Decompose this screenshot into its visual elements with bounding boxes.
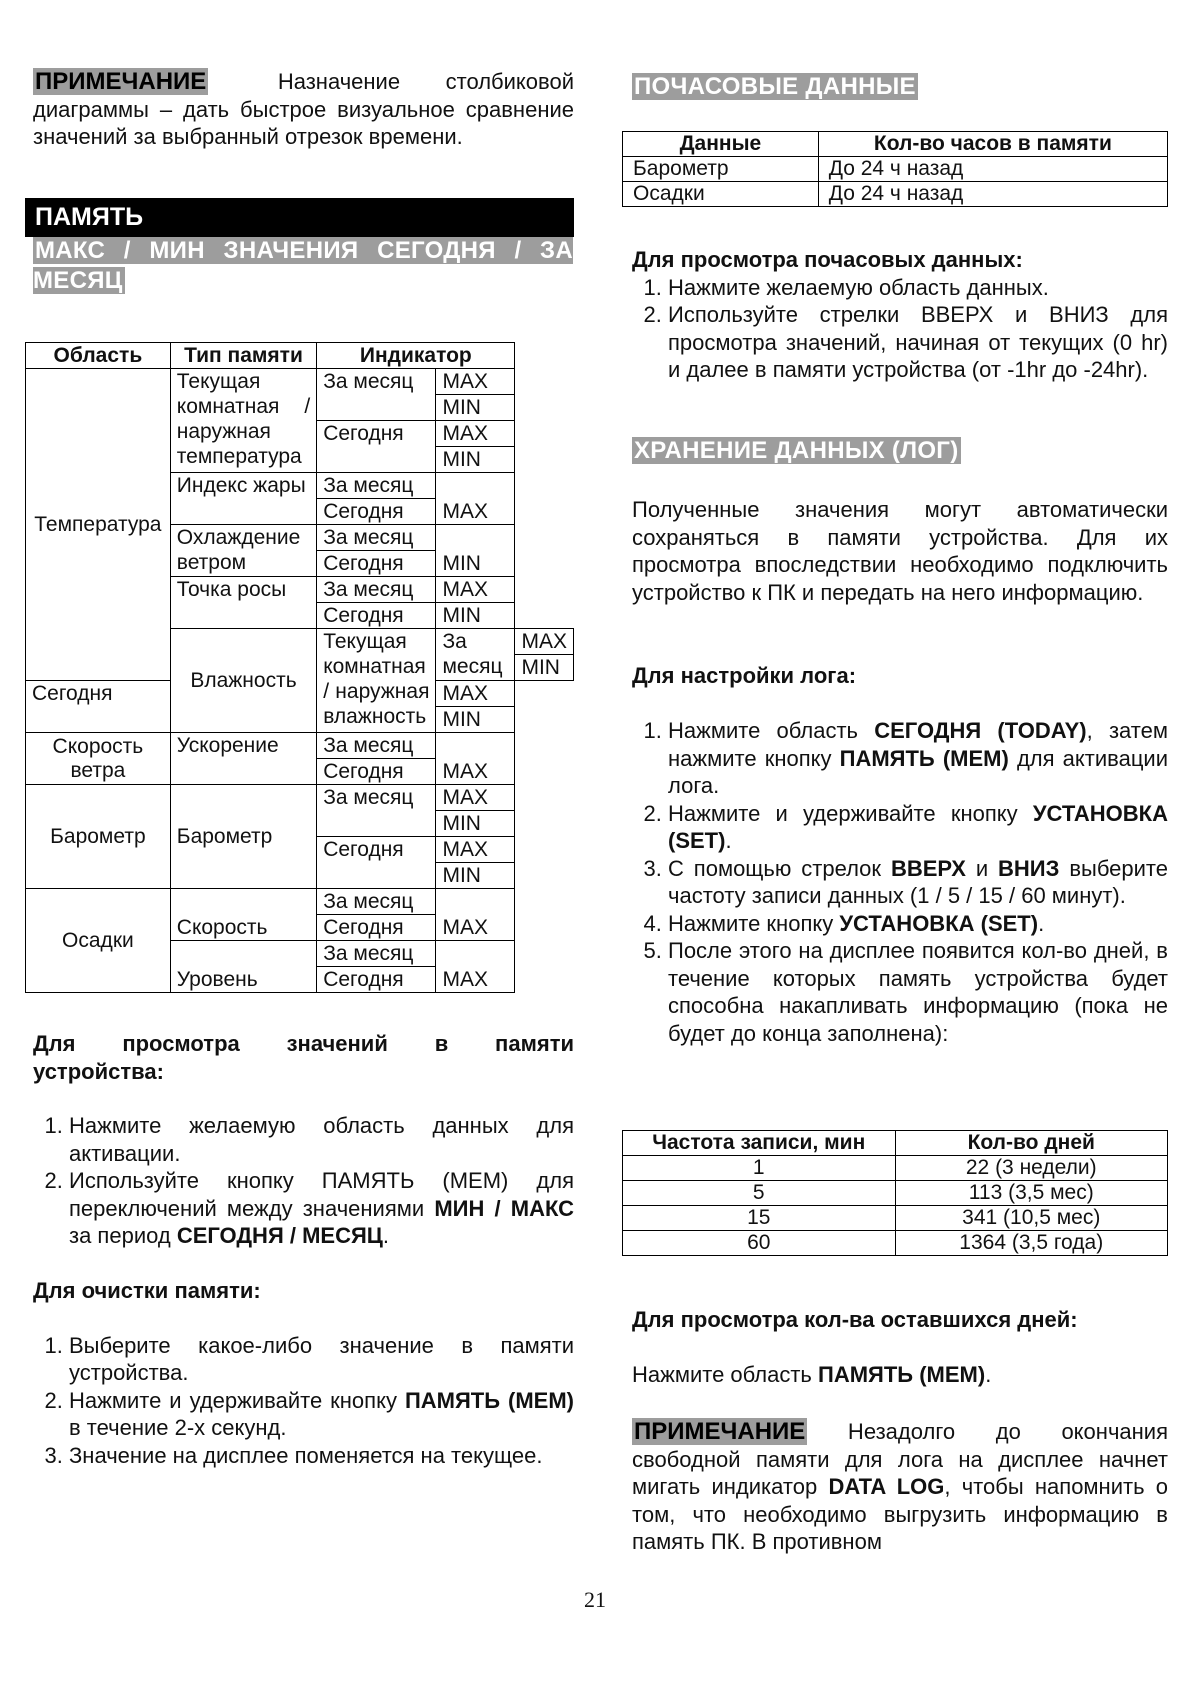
indicator-max: MAX — [436, 889, 515, 941]
indicator-month: За месяц — [317, 525, 436, 551]
indicator-today: Сегодня — [317, 967, 436, 993]
area-humidity: Влажность — [170, 629, 316, 733]
list-item: 1. Нажмите область СЕГОДНЯ (TODAY), затем нажмите кнопку ПАМЯТЬ (MEM) для активации лога. — [668, 717, 1168, 800]
indicator-min: MIN — [436, 525, 515, 577]
indicator-month: За месяц — [317, 473, 436, 499]
minmax-subtitle: МАКС / МИН ЗНАЧЕНИЯ СЕГОДНЯ / ЗА МЕСЯЦ — [33, 237, 573, 294]
view-memory-block — [33, 1030, 574, 1250]
indicator-today: Сегодня — [317, 603, 436, 629]
note2-paragraph: ПРИМЕЧАНИЕ Незадолго до окончания свободной памяти для лога на дисплее начнет мигать индикатор DATA LOG, чтобы напомнить о том, что необходимо выгрузить информацию в память ПК. В противном — [632, 1418, 1169, 1554]
table-row: 15 341 (10,5 мес) — [623, 1206, 1168, 1231]
indicator-min: MIN — [436, 811, 515, 837]
log-steps — [632, 717, 1168, 1047]
indicator-max: MAX — [436, 941, 515, 993]
indicator-max: MAX — [436, 421, 515, 447]
indicator-today: Сегодня — [317, 759, 436, 785]
log-heading: Для настройки лога: — [632, 663, 857, 688]
indicator-max: MAX — [436, 733, 515, 785]
page-number: 21 — [584, 1587, 606, 1612]
table-header: Данные — [623, 132, 819, 157]
indicator-min: MIN — [436, 707, 515, 733]
indicator-month: За месяц — [436, 629, 515, 681]
indicator-max: MAX — [436, 577, 515, 603]
area-rain: Осадки — [26, 889, 171, 993]
note-paragraph — [33, 68, 574, 151]
type-current-temp: Текущая комнатная / наружная температура — [170, 369, 316, 473]
note-label: ПРИМЕЧАНИЕ — [35, 68, 207, 95]
table-row: 1 22 (3 недели) — [623, 1156, 1168, 1181]
indicator-month: За месяц — [317, 889, 436, 915]
indicator-today: Сегодня — [317, 499, 436, 525]
clear-memory-steps — [33, 1332, 574, 1470]
table-header: Кол-во часов в памяти — [818, 132, 1167, 157]
hourly-title: ПОЧАСОВЫЕ ДАННЫЕ — [634, 73, 916, 100]
clear-memory-block — [33, 1277, 574, 1469]
type-rain-rate: Скорость — [170, 889, 316, 941]
list-item: 3. Значение на дисплее поменяется на текущее. — [69, 1442, 574, 1470]
indicator-max: MAX — [436, 681, 515, 707]
table-row: 5 113 (3,5 мес) — [623, 1181, 1168, 1206]
type-gust: Ускорение — [170, 733, 316, 785]
list-item: 2. Используйте кнопку ПАМЯТЬ (MEM) для переключений между значениями МИН / МАКС за период СЕГОДНЯ / МЕСЯЦ. — [69, 1167, 574, 1250]
indicator-today: Сегодня — [26, 681, 171, 733]
table-header: Область — [26, 343, 171, 369]
hourly-heading: Для просмотра почасовых данных: — [632, 247, 1023, 272]
indicator-today: Сегодня — [317, 837, 436, 889]
type-dew-point: Точка росы — [170, 577, 316, 629]
list-item: 5. После этого на дисплее появится кол-во дней, в течение которых память устройства будет способна накапливать информацию (пока не будет до конца заполнена): — [668, 937, 1168, 1047]
indicator-today: Сегодня — [317, 915, 436, 941]
remaining-days-text: Нажмите область ПАМЯТЬ (MEM). — [632, 1362, 992, 1387]
indicator-min: MIN — [436, 863, 515, 889]
clear-memory-heading: Для очистки памяти: — [33, 1278, 261, 1303]
area-wind-speed: Скорость ветра — [26, 733, 171, 785]
list-item: 3. С помощью стрелок ВВЕРХ и ВНИЗ выберите частоту записи данных (1 / 5 / 15 / 60 минут). — [668, 855, 1168, 910]
table-row: Барометр До 24 ч назад — [623, 157, 1168, 182]
view-memory-steps — [33, 1112, 574, 1250]
indicator-max: MAX — [515, 629, 574, 655]
list-item: 4. Нажмите кнопку УСТАНОВКА (SET). — [668, 910, 1168, 938]
log-title: ХРАНЕНИЕ ДАННЫХ (ЛОГ) — [634, 437, 959, 464]
type-current-humidity: Текущая комнатная / наружная влажность — [317, 629, 436, 733]
area-temperature: Температура — [26, 369, 171, 681]
indicator-max: MAX — [436, 837, 515, 863]
list-item: 1. Нажмите желаемую область данных для активации. — [69, 1112, 574, 1167]
indicator-month: За месяц — [317, 733, 436, 759]
frequency-table — [622, 1130, 1168, 1256]
indicator-today: Сегодня — [317, 551, 436, 577]
type-heat-index: Индекс жары — [170, 473, 316, 525]
indicator-today: Сегодня — [317, 421, 436, 473]
indicator-min: MIN — [515, 655, 574, 681]
table-header: Кол-во дней — [895, 1131, 1168, 1156]
table-row: Осадки До 24 ч назад — [623, 182, 1168, 207]
table-header: Частота записи, мин — [623, 1131, 896, 1156]
type-wind-chill: Охлаждение ветром — [170, 525, 316, 577]
hourly-block — [632, 246, 1168, 384]
indicator-month: За месяц — [317, 369, 436, 421]
indicator-max: MAX — [436, 369, 515, 395]
indicator-month: За месяц — [317, 785, 436, 837]
memory-section-title: ПАМЯТЬ — [25, 198, 574, 237]
memory-table — [25, 342, 574, 993]
indicator-min: MIN — [436, 447, 515, 473]
note2-label: ПРИМЕЧАНИЕ — [634, 1418, 806, 1445]
list-item: 2. Нажмите и удерживайте кнопку УСТАНОВКА (SET). — [668, 800, 1168, 855]
indicator-max: MAX — [436, 473, 515, 525]
indicator-min: MIN — [436, 603, 515, 629]
type-barometer: Барометр — [170, 785, 316, 889]
list-item: 2. Используйте стрелки ВВЕРХ и ВНИЗ для просмотра значений, начиная от текущих (0 hr) и далее в памяти устройства (от -1hr до -24hr). — [668, 301, 1168, 384]
view-memory-heading: Для просмотра значений в памяти устройства: — [33, 1031, 574, 1084]
table-header: Индикатор — [317, 343, 515, 369]
hourly-steps — [632, 274, 1168, 384]
list-item: 1. Выберите какое-либо значение в памяти устройства. — [69, 1332, 574, 1387]
type-rain-level: Уровень — [170, 941, 316, 993]
note-text: Назначение столбиковой диаграммы – дать быстрое визуальное сравнение значений за выбранный отрезок времени. — [33, 69, 574, 149]
list-item: 1. Нажмите желаемую область данных. — [668, 274, 1168, 302]
remaining-days-heading: Для просмотра кол-ва оставшихся дней: — [632, 1307, 1078, 1332]
table-header: Тип памяти — [170, 343, 316, 369]
area-barometer: Барометр — [26, 785, 171, 889]
list-item: 2. Нажмите и удерживайте кнопку ПАМЯТЬ (MEM) в течение 2-х секунд. — [69, 1387, 574, 1442]
indicator-month: За месяц — [317, 577, 436, 603]
log-intro: Полученные значения могут автоматически сохраняться в памяти устройства. Для их просмотра впоследствии необходимо подключить устройство к ПК и передать на него информацию. — [632, 497, 1168, 605]
hourly-table — [622, 131, 1168, 207]
indicator-month: За месяц — [317, 941, 436, 967]
indicator-min: MIN — [436, 395, 515, 421]
indicator-max: MAX — [436, 785, 515, 811]
table-row: 60 1364 (3,5 года) — [623, 1231, 1168, 1256]
